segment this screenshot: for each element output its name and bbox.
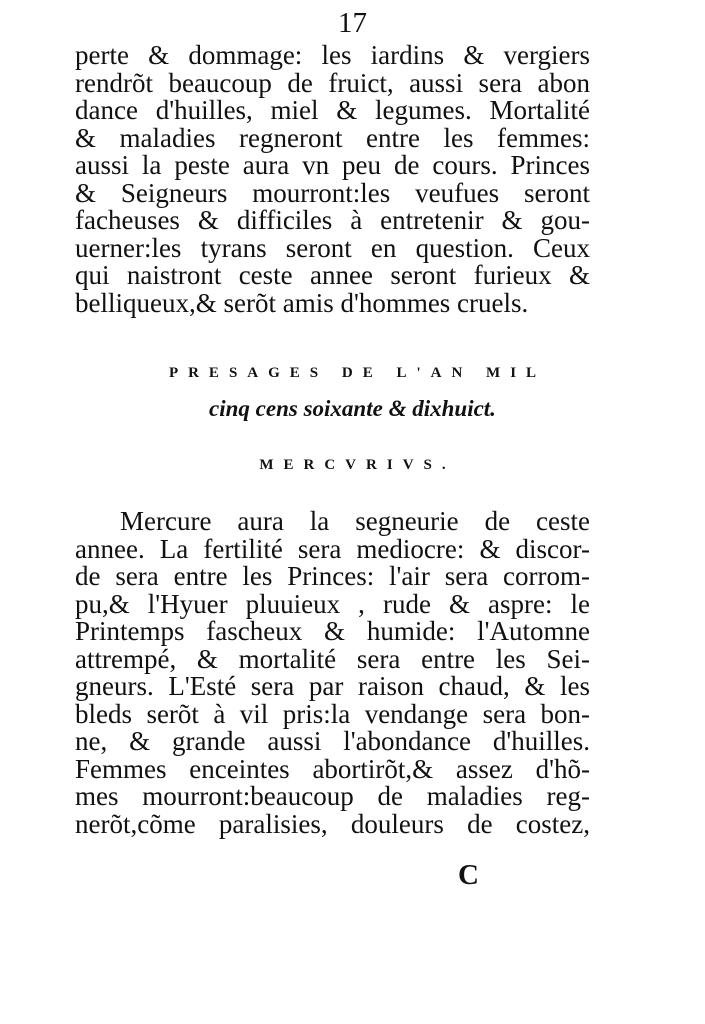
text-line: & maladies regneront entre les femmes: [75, 122, 590, 153]
top-paragraph [75, 42, 590, 317]
text-line: bleds serõt à vil pris:la vendange sera bon- [75, 698, 590, 729]
text-line: facheuses & difficiles à entretenir & gou- [75, 205, 590, 235]
text-line: Printemps fascheux & humide: l'Automne [75, 616, 590, 646]
signature-mark: C [458, 859, 479, 891]
text-line: belliqueux,& serõt amis d'hommes cruels. [75, 287, 529, 318]
text-line: pu,& l'Hyuer pluuieux , rude & aspre: le [75, 588, 590, 619]
text-line: gneurs. L'Esté sera par raison chaud, & les [75, 671, 590, 701]
text-line: Mercure aura la segneurie de ceste [120, 506, 590, 536]
text-line: mes mourront:beaucoup de maladies reg- [75, 781, 590, 811]
text-line: annee. La fertilité sera mediocre: & discor- [75, 533, 590, 564]
text-line: dance d'huilles, miel & legumes. Mortalité [75, 95, 590, 125]
text-line: nerõt,cõme paralisies, douleurs de costez, [75, 808, 590, 839]
text-line: de sera entre les Princes: l'air sera corrom- [75, 561, 590, 591]
text-line: aussi la peste aura vn peu de cours. Princes [75, 150, 590, 180]
section-heading: PRESAGES DE L'AN MIL [168, 365, 547, 381]
text-line: Femmes enceintes abortirõt,& assez d'hõ- [75, 753, 590, 784]
main-paragraph [75, 508, 590, 838]
section-subheading: cinq cens soixante & dixhuict. [209, 396, 496, 421]
text-line: ne, & grande aussi l'abondance d'huilles. [75, 726, 590, 756]
text-line: & Seigneurs mourront:les veufues seront [75, 177, 590, 208]
text-line: uerner:les tyrans seront en question. Ceux [75, 232, 590, 263]
page-number: 17 [338, 7, 367, 39]
planet-heading: MERCVRIVS. [259, 457, 456, 473]
text-line: perte & dommage: les iardins & vergiers [75, 40, 590, 70]
text-line: attrempé, & mortalité sera entre les Sei- [75, 643, 590, 674]
text-line: rendrõt beaucoup de fruict, aussi sera abon [75, 67, 590, 98]
text-line: qui naistront ceste annee seront furieux & [75, 260, 590, 290]
